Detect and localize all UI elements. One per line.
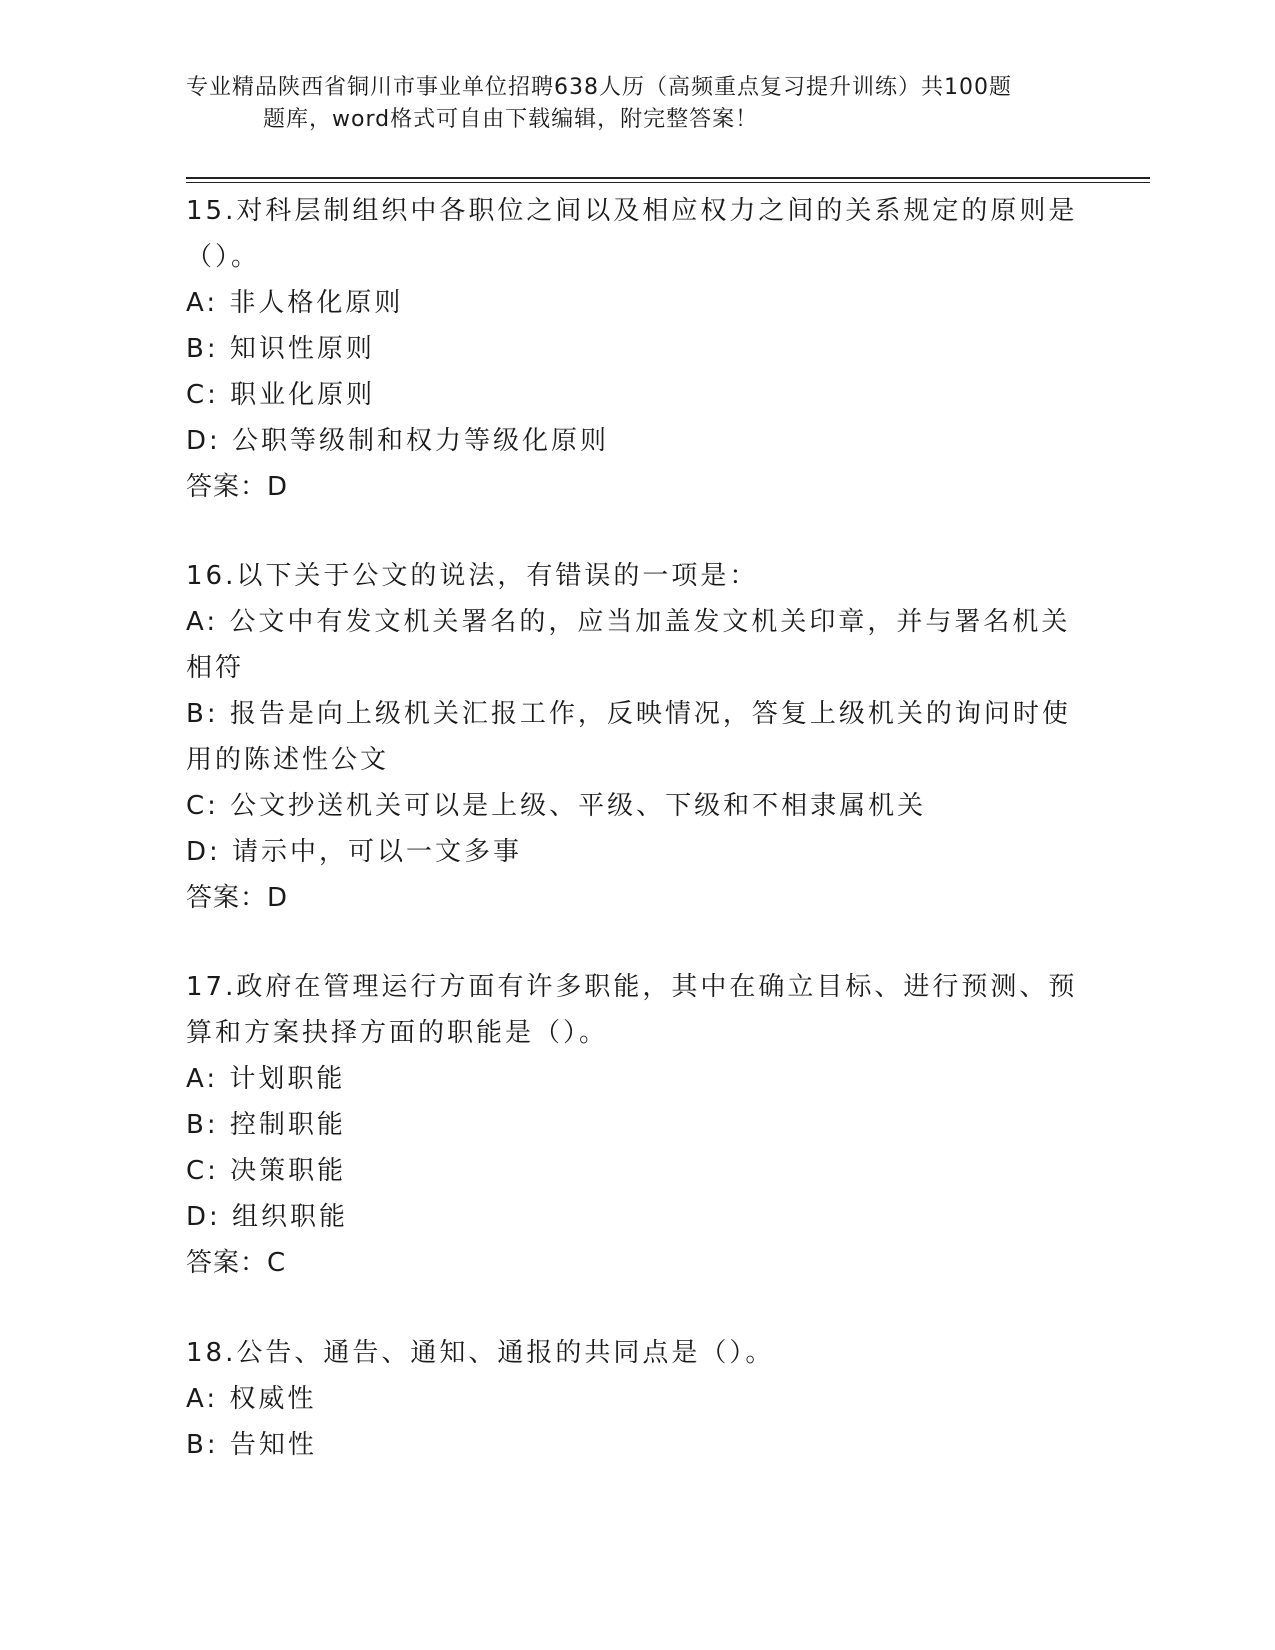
question-stem: 16.以下关于公文的说法，有错误的一项是： bbox=[186, 561, 759, 591]
option-c: C: 公文抄送机关可以是上级、平级、下级和不相隶属机关 bbox=[186, 791, 927, 821]
option-a: A: 公文中有发文机关署名的，应当加盖发文机关印章，并与署名机关相符 bbox=[186, 607, 1071, 683]
option-a: A: 非人格化原则 bbox=[186, 288, 404, 318]
option-b: B: 知识性原则 bbox=[186, 334, 375, 364]
header-rule-thin bbox=[186, 182, 1150, 183]
option-a: A: 计划职能 bbox=[186, 1064, 346, 1094]
answer: 答案：C bbox=[186, 1248, 287, 1278]
option-c: C: 决策职能 bbox=[186, 1156, 347, 1186]
header-rule-thick bbox=[186, 177, 1150, 179]
header-line-1: 专业精品陕西省铜川市事业单位招聘638人历（高频重点复习提升训练）共100题 bbox=[186, 75, 1012, 100]
option-b: B: 告知性 bbox=[186, 1430, 317, 1460]
option-d: D: 请示中，可以一文多事 bbox=[186, 837, 523, 867]
option-d: D: 公职等级制和权力等级化原则 bbox=[186, 426, 610, 456]
option-d: D: 组织职能 bbox=[186, 1202, 349, 1232]
question-18 bbox=[186, 1330, 1086, 1468]
question-stem: 15.对科层制组织中各职位之间以及相应权力之间的关系规定的原则是（）。 bbox=[186, 196, 1078, 272]
question-17 bbox=[186, 964, 1086, 1286]
question-16 bbox=[186, 553, 1086, 921]
option-b: B: 控制职能 bbox=[186, 1110, 346, 1140]
question-stem: 18.公告、通告、通知、通报的共同点是（）。 bbox=[186, 1338, 775, 1368]
question-15 bbox=[186, 188, 1086, 510]
question-stem: 17.政府在管理运行方面有许多职能，其中在确立目标、进行预测、预算和方案抉择方面的职能是（）。 bbox=[186, 972, 1078, 1048]
header-line-2: 题库，word格式可自由下载编辑，附完整答案！ bbox=[263, 107, 759, 132]
option-b: B: 报告是向上级机关汇报工作，反映情况，答复上级机关的询问时使用的陈述性公文 bbox=[186, 699, 1071, 775]
answer: 答案：D bbox=[186, 883, 289, 913]
option-a: A: 权威性 bbox=[186, 1384, 317, 1414]
option-c: C: 职业化原则 bbox=[186, 380, 376, 410]
answer: 答案：D bbox=[186, 472, 289, 502]
document-header bbox=[186, 72, 1086, 136]
